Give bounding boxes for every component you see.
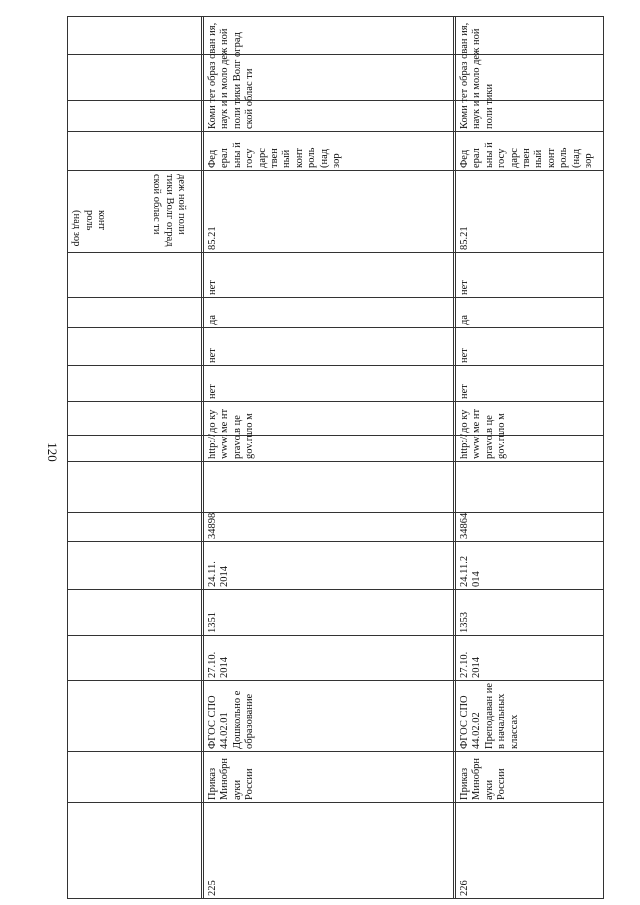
cell-empty: [203, 461, 333, 512]
cell-text-authority-a: Фед ерал ьны й госу дарс твен ный конт роль (над зор: [207, 142, 343, 168]
cell-text-date: 27.10. 2014: [207, 651, 231, 678]
cell-text-title: ФГОС СПО 44.02.01 Дошкольно е образование: [207, 690, 256, 749]
cell-source: [203, 432, 333, 461]
cell-authority-a: [203, 131, 343, 170]
cell-text-reg-date: 24.11.2 014: [459, 555, 483, 587]
cell-text-flag4: нет: [207, 280, 218, 295]
cell-flag2: [455, 327, 585, 365]
cell-text-num: 226: [459, 880, 470, 896]
cell-text-reg-date: 24.11. 2014: [207, 561, 231, 587]
cell-code: [203, 170, 333, 252]
cell-reg-number: [455, 512, 585, 541]
cell-reg-number: [203, 512, 333, 541]
rotated-registry-table: [67, 16, 604, 898]
cell-doc-number: [203, 589, 333, 635]
cell-num: [455, 802, 585, 898]
cell-authority-b: [203, 16, 333, 131]
cell-text-doc-type: Приказ Минобрн ауки России: [459, 757, 508, 800]
cell-text-doc-type: Приказ Минобрн ауки России: [207, 757, 256, 800]
cell-text-code: 85.21: [459, 226, 470, 250]
cell-flag1: [455, 365, 585, 401]
cell-reg-date: [203, 541, 333, 589]
cell-date: [203, 635, 333, 680]
cell-text-flag2: нет: [459, 348, 470, 363]
cell-text-date: 27.10. 2014: [459, 651, 483, 678]
cell-source: [455, 432, 585, 461]
cell-text-num: 225: [207, 880, 218, 896]
cell-date: [455, 635, 585, 680]
cell-text-flag3: да: [459, 314, 470, 325]
cell-empty: [455, 461, 585, 512]
cell-title: [455, 680, 585, 751]
cell-text-title: ФГОС СПО 44.02.02 Преподаван ие в начальных классах: [459, 682, 520, 749]
page-number: 120: [45, 442, 60, 462]
cell-flag4: [203, 252, 333, 297]
cell-reg-date: [455, 541, 585, 589]
header-continued-text: деж ной поли тики Волг оград ской облас ти: [151, 174, 187, 247]
cell-text-reg-number: 34864: [459, 512, 470, 539]
cell-text-source: http:// www. pravo. gov.ru: [207, 432, 256, 459]
cell-text-reg-number: 34898: [207, 512, 218, 539]
cell-text-flag3: да: [207, 314, 218, 325]
cell-text-flag4: нет: [459, 280, 470, 295]
cell-flag1: [203, 365, 333, 401]
cell-text-code: 85.21: [207, 226, 218, 250]
cell-text-location: до ку ме нт в це ло м: [459, 408, 508, 433]
cell-text-authority-b: Коми тет образ ован ия, наук и и моло деж ной поли тики: [459, 22, 495, 129]
cell-authority-b: [455, 16, 585, 131]
cell-text-authority-a: Фед ерал ьны й госу дарс твен ный конт роль (над зор: [459, 142, 595, 168]
cell-authority-a: [455, 131, 595, 170]
cell-text-flag1: нет: [207, 384, 218, 399]
cell-num: [203, 802, 333, 898]
cell-text-flag1: нет: [459, 384, 470, 399]
cell-code: [455, 170, 585, 252]
cell-flag3: [455, 297, 585, 327]
header-control-text: конт роль (над зор: [71, 210, 107, 247]
cell-doc-number: [455, 589, 585, 635]
cell-title: [203, 680, 333, 751]
cell-location: [203, 401, 333, 435]
cell-location: [455, 401, 585, 435]
cell-text-doc-number: 1351: [207, 612, 218, 633]
cell-text-doc-number: 1353: [459, 612, 470, 633]
cell-text-flag2: нет: [207, 348, 218, 363]
header-cell-control: [67, 206, 201, 252]
cell-doc-type: [203, 751, 333, 802]
cell-flag3: [203, 297, 333, 327]
cell-text-authority-b: Коми тет образ ован ия, наук и и моло деж ной поли тики Волг оград ской облас ти: [207, 22, 256, 129]
cell-doc-type: [455, 751, 585, 802]
cell-text-location: до ку ме нт в це ло м: [207, 408, 256, 433]
cell-flag2: [203, 327, 333, 365]
cell-text-source: http:// www. pravo. gov.ru: [459, 432, 508, 459]
cell-flag4: [455, 252, 585, 297]
